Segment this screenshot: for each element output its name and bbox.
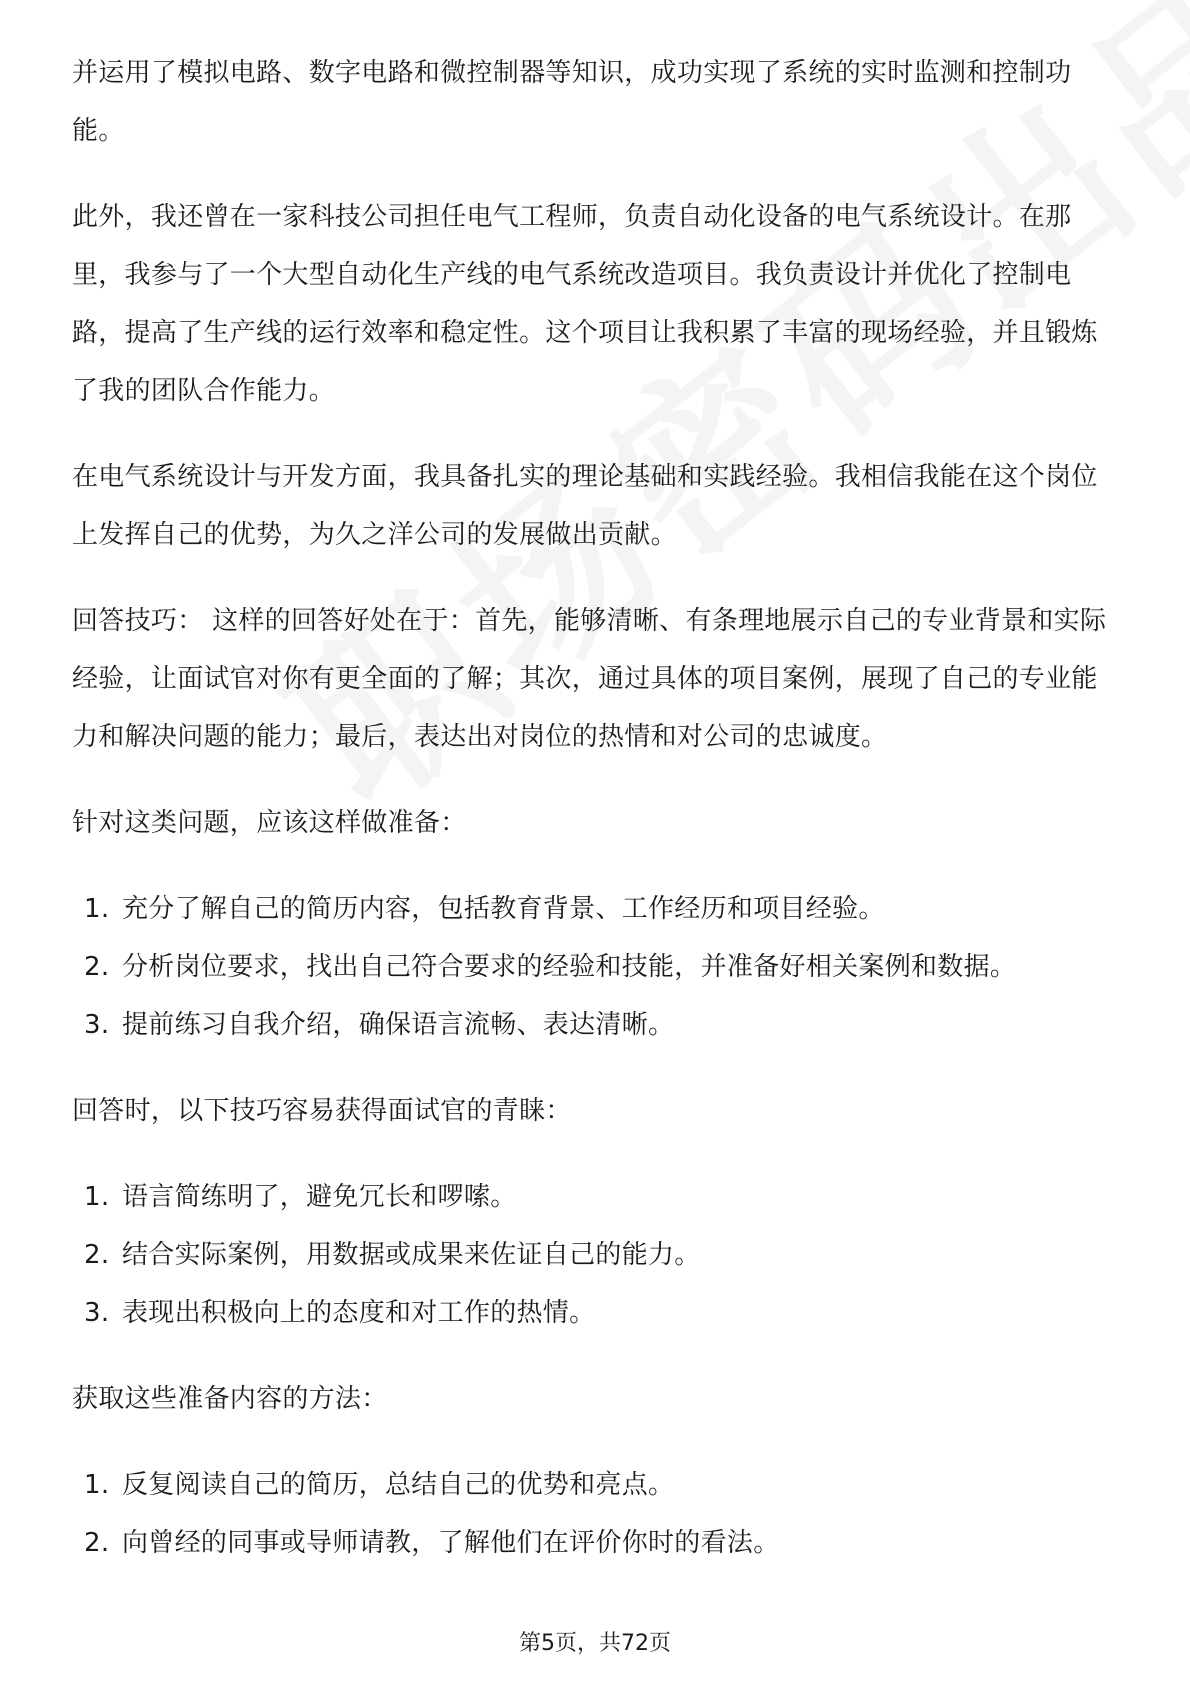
page-number: 第5页，共72页 <box>519 1631 671 1656</box>
list-item: 2. 结合实际案例，用数据或成果来佐证自己的能力。 <box>84 1240 701 1270</box>
list-item: 1. 反复阅读自己的简历，总结自己的优势和亮点。 <box>84 1470 675 1500</box>
methods-list <box>72 1456 1122 1572</box>
list-item: 2. 分析岗位要求，找出自己符合要求的经验和技能，并准备好相关案例和数据。 <box>84 952 1017 982</box>
paragraph-work-experience: 此外，我还曾在一家科技公司担任电气工程师，负责自动化设备的电气系统设计。在那里，我参与了一个大型自动化生产线的电气系统改造项目。我负责设计并优化了控制电路，提高了生产线的运行效率和稳定性。这个项目让我积累了丰富的现场经验，并且锻炼了我的团队合作能力。 <box>72 202 1098 406</box>
list-item: 3. 提前练习自我介绍，确保语言流畅、表达清晰。 <box>84 1010 675 1040</box>
paragraph-conclusion: 在电气系统设计与开发方面，我具备扎实的理论基础和实践经验。我相信我能在这个岗位上发挥自己的优势，为久之洋公司的发展做出贡献。 <box>72 462 1098 550</box>
techniques-list <box>72 1168 1122 1342</box>
document-body <box>72 44 1122 1600</box>
list-item: 1. 充分了解自己的简历内容，包括教育背景、工作经历和项目经验。 <box>84 894 885 924</box>
list-item: 2. 向曾经的同事或导师请教，了解他们在评价你时的看法。 <box>84 1528 780 1558</box>
list-item: 3. 表现出积极向上的态度和对工作的热情。 <box>84 1298 596 1328</box>
preparation-list <box>72 880 1122 1054</box>
heading-answer-techniques: 回答时，以下技巧容易获得面试官的青睐： <box>72 1096 572 1126</box>
heading-methods: 获取这些准备内容的方法： <box>72 1384 388 1414</box>
paragraph-answer-tips: 回答技巧： 这样的回答好处在于：首先，能够清晰、有条理地展示自己的专业背景和实际经验，让面试官对你有更全面的了解；其次，通过具体的项目案例，展现了自己的专业能力和解决问题的能力；最后，表达出对岗位的热情和对公司的忠诚度。 <box>72 606 1107 752</box>
heading-preparation: 针对这类问题，应该这样做准备： <box>72 808 467 838</box>
paragraph-project-summary: 并运用了模拟电路、数字电路和微控制器等知识，成功实现了系统的实时监测和控制功能。 <box>72 58 1072 146</box>
list-item: 1. 语言简练明了，避免冗长和啰嗦。 <box>84 1182 517 1212</box>
